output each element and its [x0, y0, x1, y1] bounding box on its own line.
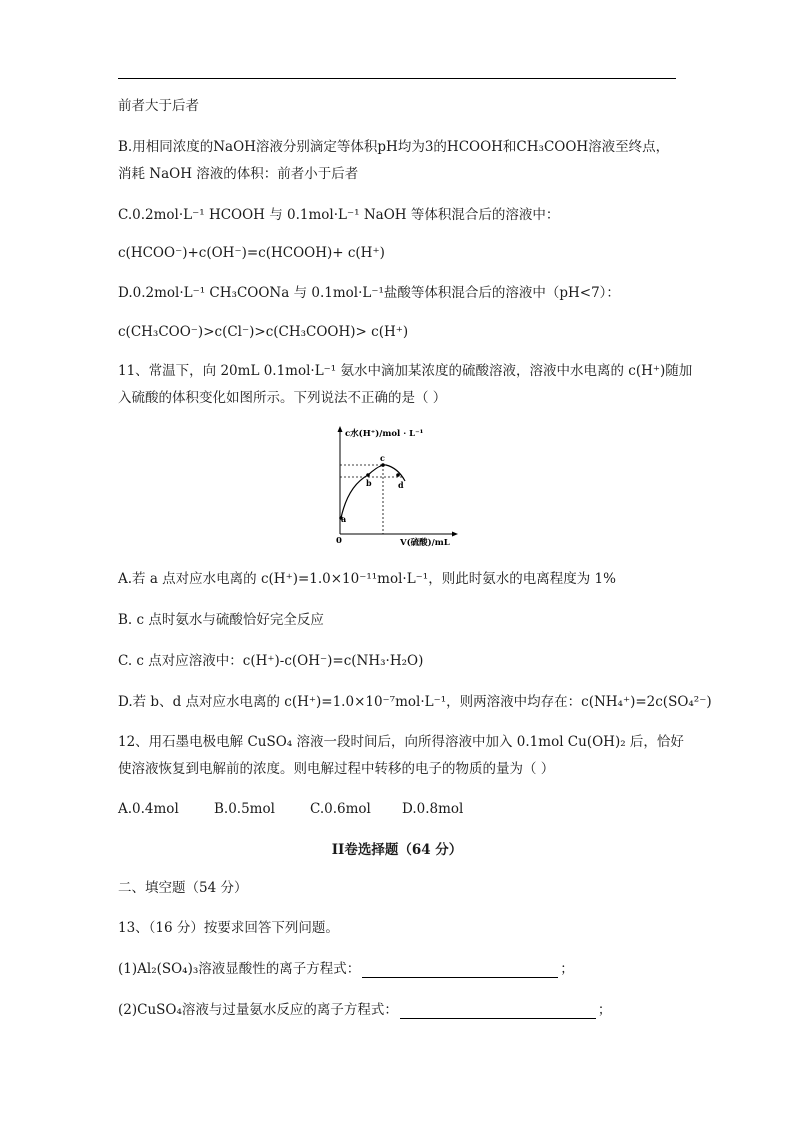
q13-item-1-text: (1)Al₂(SO₄)₃溶液显酸性的离子方程式： [118, 961, 361, 977]
header-rule [118, 78, 676, 79]
answer-blank-1[interactable] [362, 963, 558, 978]
section-heading: II卷选择题（64 分） [331, 842, 463, 858]
end-mark: ； [560, 961, 574, 977]
q12-option-a: A.0.4mol [118, 801, 179, 817]
text-line: 前者大于后者 [118, 98, 199, 114]
question-12-line1: 12、用石墨电极电解 CuSO₄ 溶液一段时间后，向所得溶液中加入 0.1mol Cu(OH)₂ 后，恰好 [118, 734, 684, 750]
point-b-label: b [366, 478, 372, 488]
option-d-equation: c(CH₃COO⁻)>c(Cl⁻)>c(CH₃COOH)> c(H⁺) [118, 324, 409, 340]
q12-option-d: D.0.8mol [402, 801, 464, 817]
option-b-line1: B.用相同浓度的NaOH溶液分别滴定等体积pH均为3的HCOOH和CH₃COOH溶液至终点， [118, 139, 670, 155]
option-b-line2: 消耗 NaOH 溶液的体积：前者小于后者 [118, 166, 359, 182]
q12-option-b: B.0.5mol [214, 801, 275, 817]
q13-item-1 [118, 960, 574, 978]
origin-label: 0 [336, 536, 342, 546]
x-axis-label: V(硫酸)/mL [400, 538, 450, 548]
point-d-label: d [398, 480, 404, 490]
option-c-line1: C.0.2mol·L⁻¹ HCOOH 与 0.1mol·L⁻¹ NaOH 等体积混合后的溶液中： [118, 207, 560, 223]
titration-figure [328, 424, 468, 548]
end-mark: ； [597, 1002, 612, 1018]
point-a-label: a [341, 514, 347, 524]
part-two-heading: 二、填空题（54 分） [118, 880, 248, 896]
q13-item-2 [118, 1001, 611, 1019]
q11-option-c: C. c 点对应溶液中：c(H⁺)-c(OH⁻)=c(NH₃·H₂O) [118, 653, 424, 669]
q13-item-2-text: (2)CuSO₄溶液与过量氨水反应的离子方程式： [118, 1002, 398, 1018]
option-d-line1: D.0.2mol·L⁻¹ CH₃COONa 与 0.1mol·L⁻¹盐酸等体积混合后的溶液中（pH<7）： [118, 285, 620, 301]
answer-blank-2[interactable] [400, 1004, 596, 1019]
q11-option-d: D.若 b、d 点对应水电离的 c(H⁺)=1.0×10⁻⁷mol·L⁻¹，则两溶液中均存在：c(NH₄⁺)=2c(SO₄²⁻) [118, 694, 712, 710]
question-12-line2: 使溶液恢复到电解前的浓度。则电解过程中转移的电子的物质的量为（ ） [118, 761, 555, 777]
q12-options [118, 800, 463, 818]
q11-option-a: A.若 a 点对应水电离的 c(H⁺)=1.0×10⁻¹¹mol·L⁻¹，则此时氨水的电离程度为 1% [118, 571, 616, 587]
point-c-label: c [380, 453, 385, 463]
y-axis-label: c水(H⁺)/mol · L⁻¹ [345, 429, 424, 439]
question-11-line1: 11、常温下，向 20mL 0.1mol·L⁻¹ 氨水中滴加某浓度的硫酸溶液，溶液中水电离的 c(H⁺)随加 [118, 363, 693, 379]
q12-option-c: C.0.6mol [310, 801, 371, 817]
question-11-line2: 入硫酸的体积变化如图所示。下列说法不正确的是（ ） [118, 390, 447, 406]
option-c-equation: c(HCOO⁻)+c(OH⁻)=c(HCOOH)+ c(H⁺) [118, 245, 385, 261]
question-13-heading: 13、（16 分）按要求回答下列问题。 [118, 920, 339, 936]
q11-option-b: B. c 点时氨水与硫酸恰好完全反应 [118, 612, 324, 628]
